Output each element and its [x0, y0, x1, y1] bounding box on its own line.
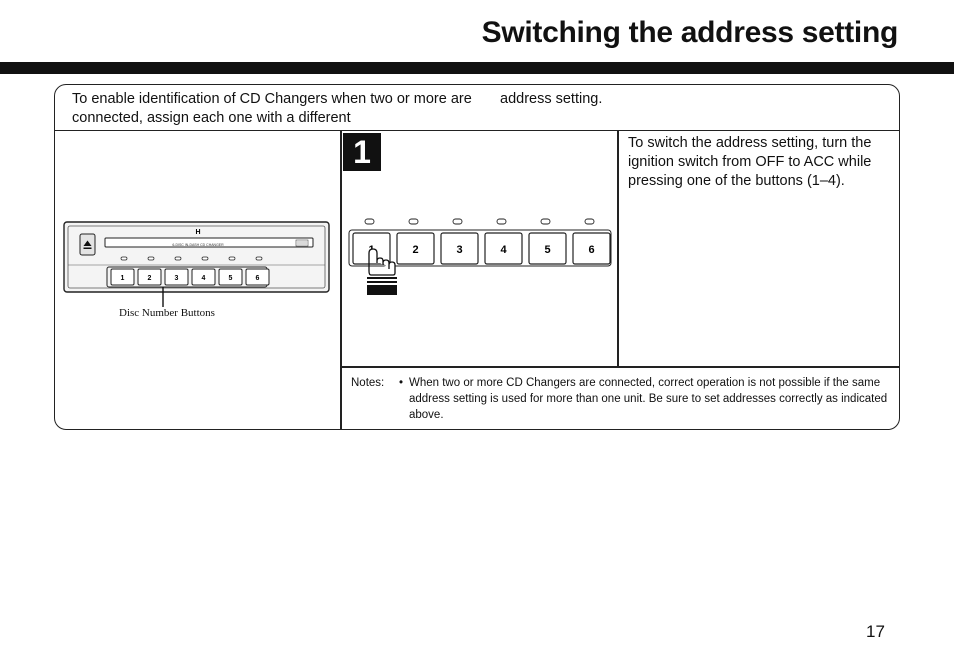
indicator-led	[148, 257, 154, 260]
svg-text:4: 4	[500, 244, 507, 256]
column-divider	[340, 131, 342, 429]
disc-button	[192, 269, 215, 285]
indicator-led	[453, 219, 462, 224]
page-number: 17	[866, 622, 885, 641]
step-instruction: To switch the address setting, turn the ignition switch from OFF to ACC while pressing one of the buttons (1–4).	[628, 135, 872, 189]
svg-text:6: 6	[588, 244, 595, 256]
unit-label: 6-DISC IN-DASH CD CHANGER	[172, 243, 224, 247]
svg-text:5: 5	[228, 275, 233, 282]
svg-text:1: 1	[120, 275, 125, 282]
instruction-panel	[54, 84, 900, 430]
step-divider	[617, 131, 619, 367]
indicator-led	[497, 219, 506, 224]
disc-button	[219, 269, 242, 285]
disc-button	[111, 269, 134, 285]
indicator-led	[256, 257, 262, 260]
indicator-led	[541, 219, 550, 224]
page-title: Switching the address setting	[481, 16, 898, 49]
indicator-led	[585, 219, 594, 224]
indicator-led	[229, 257, 235, 260]
notes-label: Notes:	[351, 377, 385, 389]
eject-button	[80, 234, 95, 255]
indicator-led	[202, 257, 208, 260]
intro-text-left: To enable identification of CD Changers when two or more are connected, assign each one with a different	[72, 91, 472, 126]
address-button	[485, 233, 522, 264]
indicator-led	[121, 257, 127, 260]
intro-text-right: address setting.	[500, 91, 603, 107]
svg-text:6: 6	[255, 275, 260, 282]
address-button	[397, 233, 434, 264]
button-press-illustration	[345, 213, 615, 305]
notes-text: When two or more CD Changers are connected, correct operation is not possible if the same address setting is used for more than one unit. Be sure to set addresses correctly as indicated above.	[409, 377, 888, 421]
cd-changer-illustration	[63, 221, 331, 311]
svg-text:3: 3	[456, 244, 463, 256]
intro-section	[55, 85, 900, 131]
brand-logo: H	[195, 229, 201, 236]
indicator-led	[409, 219, 418, 224]
address-button	[529, 233, 566, 264]
indicator-led	[175, 257, 181, 260]
step-number: 1	[343, 133, 381, 171]
svg-text:2: 2	[147, 275, 152, 282]
disc-button	[138, 269, 161, 285]
notes-divider	[340, 366, 900, 368]
indicator-led	[365, 219, 374, 224]
disc-buttons-caption: Disc Number Buttons	[119, 307, 215, 319]
disc-button	[246, 269, 269, 285]
notes-bullet: •	[399, 377, 404, 389]
svg-text:3: 3	[174, 275, 179, 282]
svg-text:4: 4	[201, 275, 206, 282]
disc-button	[165, 269, 188, 285]
svg-text:2: 2	[412, 244, 419, 256]
svg-text:5: 5	[544, 244, 551, 256]
address-button	[573, 233, 610, 264]
address-button	[441, 233, 478, 264]
header-rule	[0, 62, 954, 74]
